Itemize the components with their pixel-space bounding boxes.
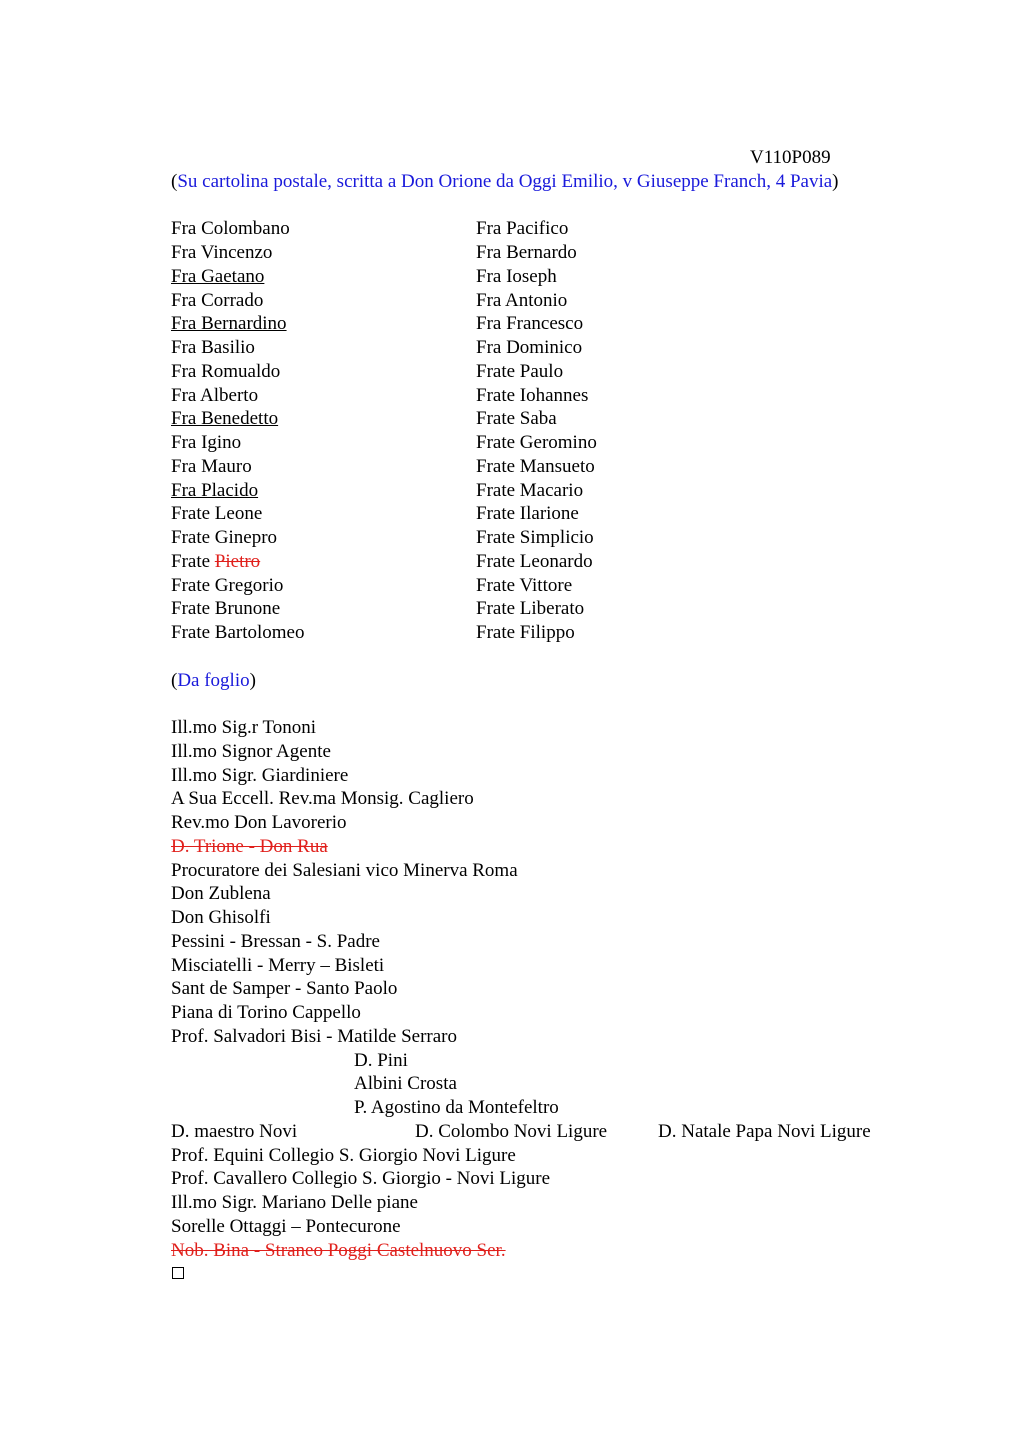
header-open-paren: ( bbox=[171, 171, 178, 192]
addressee-line: Misciatelli - Merry – Bisleti bbox=[171, 955, 385, 976]
friar-left-gaetano: Fra Gaetano bbox=[171, 266, 265, 287]
addressee-line: Ill.mo Signor Agente bbox=[171, 741, 331, 762]
section-text: Da foglio bbox=[177, 670, 250, 691]
addressee-line: D. Natale Papa Novi Ligure bbox=[658, 1121, 871, 1142]
friar-right-francesco: Fra Francesco bbox=[476, 313, 584, 334]
addressee-line: Sorelle Ottaggi – Pontecurone bbox=[171, 1216, 401, 1237]
friar-left-igino: Fra Igino bbox=[171, 432, 242, 453]
header-text: Su cartolina postale, scritta a Don Orione da Oggi Emilio, v Giuseppe Franch, 4 Pavia bbox=[177, 171, 833, 192]
friar-left-colombano: Fra Colombano bbox=[171, 218, 290, 239]
section-open-paren: ( bbox=[171, 670, 178, 691]
struck-name: Pietro bbox=[214, 551, 261, 572]
friar-left-pietro bbox=[171, 551, 260, 573]
friar-left-placido: Fra Placido bbox=[171, 480, 259, 501]
friar-prefix: Frate bbox=[171, 551, 215, 572]
addressee-line: Pessini - Bressan - S. Padre bbox=[171, 931, 380, 952]
addressee-line: D. maestro Novi bbox=[171, 1121, 298, 1142]
document-id: V110P089 bbox=[750, 147, 831, 168]
friar-left-romualdo: Fra Romualdo bbox=[171, 361, 281, 382]
friar-right-paulo: Frate Paulo bbox=[476, 361, 564, 382]
friar-left-bartolomeo: Frate Bartolomeo bbox=[171, 622, 305, 643]
addressee-line: Prof. Salvadori Bisi - Matilde Serraro bbox=[171, 1026, 458, 1047]
addressee-line: Ill.mo Sigr. Mariano Delle piane bbox=[171, 1192, 418, 1213]
addressee-line-indented: D. Pini bbox=[354, 1050, 408, 1071]
friar-left-bernardino: Fra Bernardino bbox=[171, 313, 287, 334]
addressee-line-struck: Nob. Bina - Straneo Poggi Castelnuovo Ser. bbox=[171, 1240, 506, 1261]
friar-left-corrado: Fra Corrado bbox=[171, 290, 264, 311]
friar-right-saba: Frate Saba bbox=[476, 408, 557, 429]
addressee-line: Prof. Equini Collegio S. Giorgio Novi Ligure bbox=[171, 1145, 516, 1166]
friar-right-vittore: Frate Vittore bbox=[476, 575, 573, 596]
addressee-line-struck: D. Trione - Don Rua bbox=[171, 836, 328, 857]
friar-left-mauro: Fra Mauro bbox=[171, 456, 252, 477]
section-heading-da-foglio bbox=[171, 670, 256, 692]
addressee-line: Ill.mo Sigr. Giardiniere bbox=[171, 765, 349, 786]
friar-left-ginepro: Frate Ginepro bbox=[171, 527, 278, 548]
friar-right-simplicio: Frate Simplicio bbox=[476, 527, 594, 548]
friar-right-ilarione: Frate Ilarione bbox=[476, 503, 579, 524]
friar-left-basilio: Fra Basilio bbox=[171, 337, 255, 358]
addressee-line: D. Colombo Novi Ligure bbox=[415, 1121, 608, 1142]
friar-left-leone: Frate Leone bbox=[171, 503, 263, 524]
addressee-line: Procuratore dei Salesiani vico Minerva Roma bbox=[171, 860, 518, 881]
friar-right-liberato: Frate Liberato bbox=[476, 598, 585, 619]
postcard-header bbox=[171, 171, 838, 193]
addressee-line: Sant de Samper - Santo Paolo bbox=[171, 978, 398, 999]
friar-left-vincenzo: Fra Vincenzo bbox=[171, 242, 273, 263]
empty-box-glyph bbox=[172, 1267, 184, 1279]
friar-left-benedetto: Fra Benedetto bbox=[171, 408, 279, 429]
addressee-line-indented: P. Agostino da Montefeltro bbox=[354, 1097, 559, 1118]
addressee-line: A Sua Eccell. Rev.ma Monsig. Cagliero bbox=[171, 788, 474, 809]
friar-right-macario: Frate Macario bbox=[476, 480, 584, 501]
friar-left-gregorio: Frate Gregorio bbox=[171, 575, 284, 596]
friar-right-ioseph: Fra Ioseph bbox=[476, 266, 557, 287]
friar-left-brunone: Frate Brunone bbox=[171, 598, 281, 619]
friar-right-geromino: Frate Geromino bbox=[476, 432, 597, 453]
friar-right-pacifico: Fra Pacifico bbox=[476, 218, 569, 239]
friar-right-filippo: Frate Filippo bbox=[476, 622, 575, 643]
friar-right-antonio: Fra Antonio bbox=[476, 290, 568, 311]
addressee-line: Prof. Cavallero Collegio S. Giorgio - Novi Ligure bbox=[171, 1168, 551, 1189]
friar-left-alberto: Fra Alberto bbox=[171, 385, 259, 406]
addressee-line: Don Zublena bbox=[171, 883, 271, 904]
friar-right-leonardo: Frate Leonardo bbox=[476, 551, 593, 572]
addressee-line: Ill.mo Sig.r Tononi bbox=[171, 717, 317, 738]
friar-right-mansueto: Frate Mansueto bbox=[476, 456, 595, 477]
addressee-line-indented: Albini Crosta bbox=[354, 1073, 457, 1094]
friar-right-iohannes: Frate Iohannes bbox=[476, 385, 589, 406]
section-close-paren: ) bbox=[249, 670, 256, 691]
addressee-line: Rev.mo Don Lavorerio bbox=[171, 812, 347, 833]
addressee-line: Piana di Torino Cappello bbox=[171, 1002, 361, 1023]
friar-right-dominico: Fra Dominico bbox=[476, 337, 583, 358]
friar-right-bernardo: Fra Bernardo bbox=[476, 242, 577, 263]
header-close-paren: ) bbox=[832, 171, 839, 192]
addressee-line: Don Ghisolfi bbox=[171, 907, 271, 928]
